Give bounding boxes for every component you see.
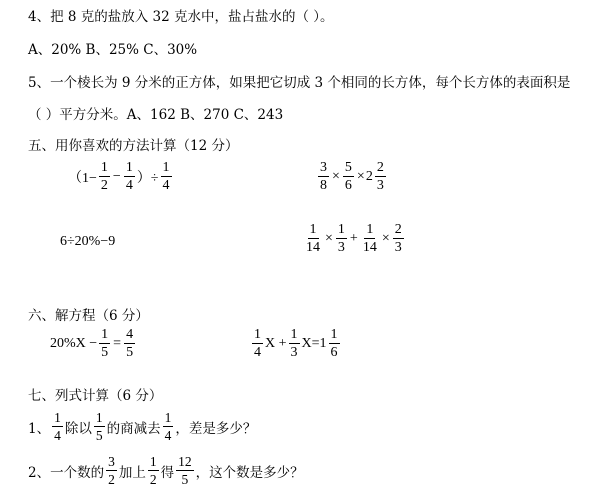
expr-text: ）÷ (136, 170, 159, 186)
section-6-title: 六、解方程（6 分） (28, 308, 149, 324)
section-5-title: 五、用你喜欢的方法计算（12 分） (28, 138, 239, 154)
section-6-equation-2 (250, 327, 342, 360)
fraction: $\frac{1}{4}$ (125, 160, 133, 193)
fraction: $\frac{1}{2}$ (100, 160, 108, 193)
question-text: 的商减去 (106, 420, 161, 437)
question-number: 1、 (28, 420, 51, 437)
question-text: ，差是多少？ (175, 420, 257, 437)
section-7-title: 七、列式计算（6 分） (28, 388, 163, 404)
mixed-number: 2 $\frac{2}{3}$ (365, 160, 384, 193)
fraction: $\frac{1}{3}$ (290, 327, 298, 360)
fraction: $\frac{1}{4}$ (164, 410, 172, 443)
operator: = (113, 335, 122, 351)
fraction: $\frac{1}{4}$ (162, 160, 170, 193)
question-text: 除以 (64, 420, 92, 437)
fraction: $\frac{5}{6}$ (344, 160, 352, 193)
operator: × (332, 168, 340, 184)
fraction: $\frac{3}{8}$ (320, 160, 327, 193)
fraction: $\frac{1}{4}$ (54, 410, 61, 443)
section-5-expr-1 (68, 160, 174, 193)
fraction: $\frac{4}{5}$ (126, 327, 134, 360)
fraction: $\frac{1}{5}$ (101, 327, 109, 360)
expr-text: 20%X − (50, 335, 98, 351)
question-5-line2: （ ）平方分米。A、162 B、270 C、243 (28, 107, 284, 123)
section-5-expr-2 (316, 160, 388, 193)
operator: × (356, 168, 365, 184)
fraction: $\frac{1}{6}$ (330, 327, 338, 360)
fraction: $\frac{1}{5}$ (95, 410, 103, 443)
expr-text: X + (265, 335, 287, 351)
section-7-question-2 (28, 454, 304, 487)
section-5-expr-3: 6÷20%−9 (60, 234, 116, 249)
question-text: 2、一个数的 (28, 464, 105, 481)
fraction: $\frac{1}{14}$ (362, 222, 377, 255)
fraction: $\frac{1}{4}$ (254, 327, 261, 360)
expr-text: X=1 (301, 335, 327, 351)
fraction: $\frac{12}{5}$ (178, 454, 192, 487)
question-5-line1: 5、一个棱长为 9 分米的正方体，如果把它切成 3 个相同的长方体，每个长方体的表面积是 (28, 75, 571, 91)
section-5-expr-4 (302, 222, 406, 255)
operator: + (349, 230, 358, 246)
section-7-question-1 (28, 410, 256, 443)
question-text: 得 (160, 464, 175, 481)
question-text: 加上 (118, 464, 146, 481)
question-4-options: A、20% B、25% C、30% (28, 42, 198, 58)
fraction: $\frac{1}{14}$ (306, 222, 320, 255)
section-6-equation-1 (50, 327, 137, 360)
operator: − (112, 168, 121, 184)
question-4-text: 4、把 8 克的盐放入 32 克水中，盐占盐水的（ ）。 (28, 9, 334, 25)
fraction: $\frac{2}{3}$ (394, 222, 402, 255)
fraction: $\frac{1}{3}$ (337, 222, 345, 255)
fraction: $\frac{3}{2}$ (108, 454, 115, 487)
operator: × (325, 230, 333, 246)
fraction: $\frac{1}{2}$ (149, 454, 157, 487)
expr-text: （1− (68, 170, 97, 186)
operator: × (381, 230, 390, 246)
question-text: ，这个数是多少？ (195, 464, 304, 481)
